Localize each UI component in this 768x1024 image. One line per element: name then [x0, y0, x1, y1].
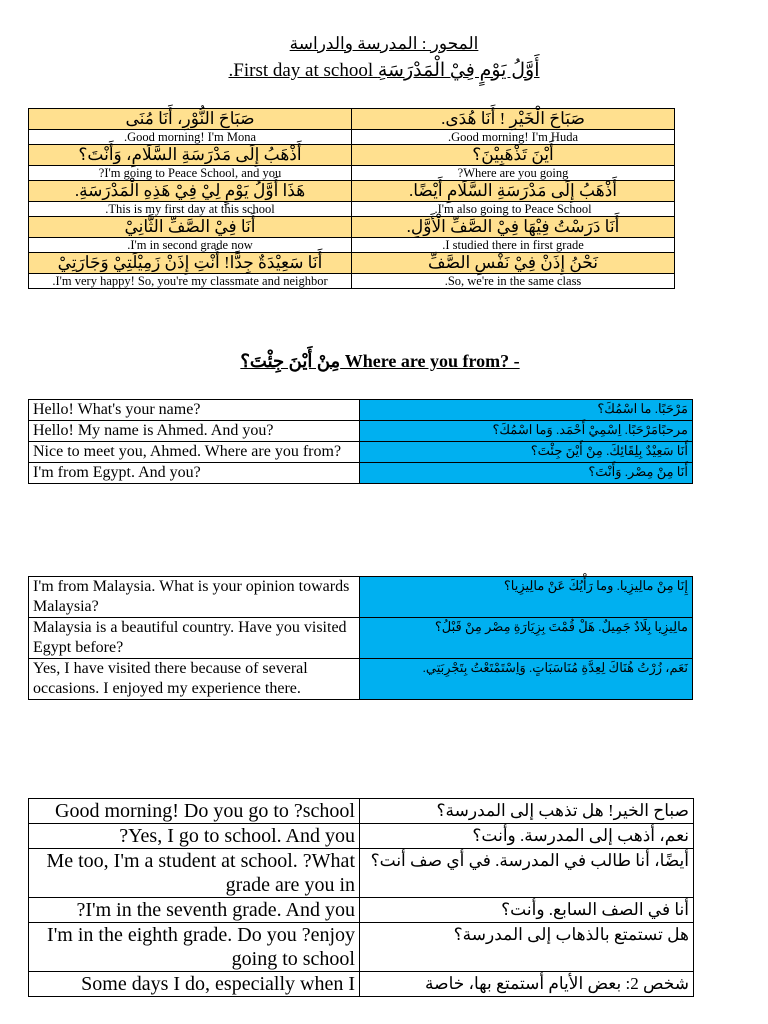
- english-cell: .This is my first day at this school: [29, 202, 352, 217]
- theme-heading: المحور : المدرسة والدراسة: [289, 34, 479, 53]
- conversation-table-1: [28, 399, 693, 484]
- arabic-cell: أَيْنَ تَذْهَبِيْنَ؟: [352, 145, 675, 166]
- english-cell: I'm from Malaysia. What is your opinion towards Malaysia?: [29, 577, 360, 618]
- arabic-cell: مرحبًامَرْحَبًا. اِسْمِيْ أَحْمَد. وَما اسْمُكَ؟: [360, 421, 693, 442]
- arabic-cell: إِنَا مِنْ مالِيزِيا. وما رَأْيُكَ عَنْ مالِيزِيا؟: [360, 577, 693, 618]
- arabic-cell: أيضًا، أنا طالب في المدرسة. في أي صف أنت؟: [360, 849, 694, 898]
- english-cell: .Good morning! I'm Huda: [352, 130, 675, 145]
- arabic-cell: صَبَاحَ الْخَيْرِ ! أَنَا هُدَى.: [352, 109, 675, 130]
- english-cell: ?Yes, I go to school. And you: [29, 824, 360, 849]
- english-cell: .I'm also going to Peace School: [352, 202, 675, 217]
- arabic-cell: أَنَا سَعِيْدَةٌ جِدًّا! أَنْتِ إِذَنْ زَمِيْلَتِيْ وَجَارَتِيْ: [29, 253, 352, 274]
- arabic-cell: مَرْحَبًا. ما اسْمُكَ؟: [360, 400, 693, 421]
- arabic-cell: أَنَا دَرَسْتُ فِيْهَا فِيْ الصَّفِّ الْأَوَّلِ.: [352, 217, 675, 238]
- arabic-cell: هل تستمتع بالذهاب إلى المدرسة؟: [360, 923, 694, 972]
- english-cell: .I'm in second grade now: [29, 238, 352, 253]
- arabic-cell: مالِيزِيا بِلَادٌ جَمِيلٌ. هَلْ قُمْتَ بِزِيَارَةِ مِصْر مِنْ قَبْلُ؟: [360, 618, 693, 659]
- english-cell: I'm from Egypt. And you?: [29, 463, 360, 484]
- arabic-cell: أَذْهَبُ إِلَى مَدْرَسَةِ السَّلَامِ، وَأَنْتَ؟: [29, 145, 352, 166]
- english-cell: Hello! What's your name?: [29, 400, 360, 421]
- english-cell: ?I'm going to Peace School, and you: [29, 166, 352, 181]
- english-cell: Good morning! Do you go to ?school: [29, 799, 360, 824]
- conversation-table-2: [28, 576, 693, 700]
- english-cell: .I'm very happy! So, you're my classmate and neighbor: [29, 274, 352, 289]
- english-cell: .So, we're in the same class: [352, 274, 675, 289]
- arabic-cell: أَذْهَبُ إِلَى مَدْرَسَةِ السَّلَامِ أَيْضًا.: [352, 181, 675, 202]
- arabic-cell: نَحْنُ إِذَنْ فِيْ نَفْسِ الصَّفِّ: [352, 253, 675, 274]
- arabic-cell: صباح الخير! هل تذهب إلى المدرسة؟: [360, 799, 694, 824]
- english-cell: .I studied there in first grade: [352, 238, 675, 253]
- english-cell: Me too, I'm a student at school. ?What grade are you in: [29, 849, 360, 898]
- arabic-cell: شخص 2: بعض الأيام أستمتع بها، خاصة: [360, 972, 694, 997]
- dialogue-table: [28, 108, 675, 289]
- arabic-cell: نعم، أذهب إلى المدرسة. وأنت؟: [360, 824, 694, 849]
- arabic-cell: أَنَا سَعِيْدٌ بِلِقَائِكَ. مِنْ أَيْنَ جِئْتَ؟: [360, 442, 693, 463]
- english-cell: Some days I do, especially when I: [29, 972, 360, 997]
- lesson-title: .First day at school أَوَّلُ يَوْمٍ فِيْ الْمَدْرَسَةِ: [228, 60, 540, 81]
- section-heading: مِنْ أَيْنَ جِئْتَ؟ Where are you from? -: [240, 351, 520, 371]
- arabic-cell: صَبَاحَ النُّوْرِ، أَنَا مُنَى: [29, 109, 352, 130]
- arabic-cell: أَنَا مِنْ مِصْر. وَأَنْتَ؟: [360, 463, 693, 484]
- english-cell: .Good morning! I'm Mona: [29, 130, 352, 145]
- english-cell: Yes, I have visited there because of several occasions. I enjoyed my experience there.: [29, 659, 360, 700]
- arabic-cell: أنا في الصف السابع. وأنت؟: [360, 898, 694, 923]
- english-cell: Hello! My name is Ahmed. And you?: [29, 421, 360, 442]
- arabic-cell: هَذَا أَوَّلُ يَوْمٍ لِيْ فِيْ هَذِهِ الْمَدْرَسَةِ.: [29, 181, 352, 202]
- english-cell: Nice to meet you, Ahmed. Where are you from?: [29, 442, 360, 463]
- english-cell: ?I'm in the seventh grade. And you: [29, 898, 360, 923]
- arabic-cell: نَعَم، زُرْتُ هُنَاكَ لِعِدَّةِ مُنَاسَبَاتٍ. وَاِسْتَمْتَعْتُ بِتَجْرِبَتِي.: [360, 659, 693, 700]
- english-cell: ?Where are you going: [352, 166, 675, 181]
- conversation-table-3: [28, 798, 694, 997]
- english-cell: Malaysia is a beautiful country. Have you visited Egypt before?: [29, 618, 360, 659]
- arabic-cell: أَنَا فِيْ الصَّفِّ الثَّانِيْ: [29, 217, 352, 238]
- english-cell: I'm in the eighth grade. Do you ?enjoy going to school: [29, 923, 360, 972]
